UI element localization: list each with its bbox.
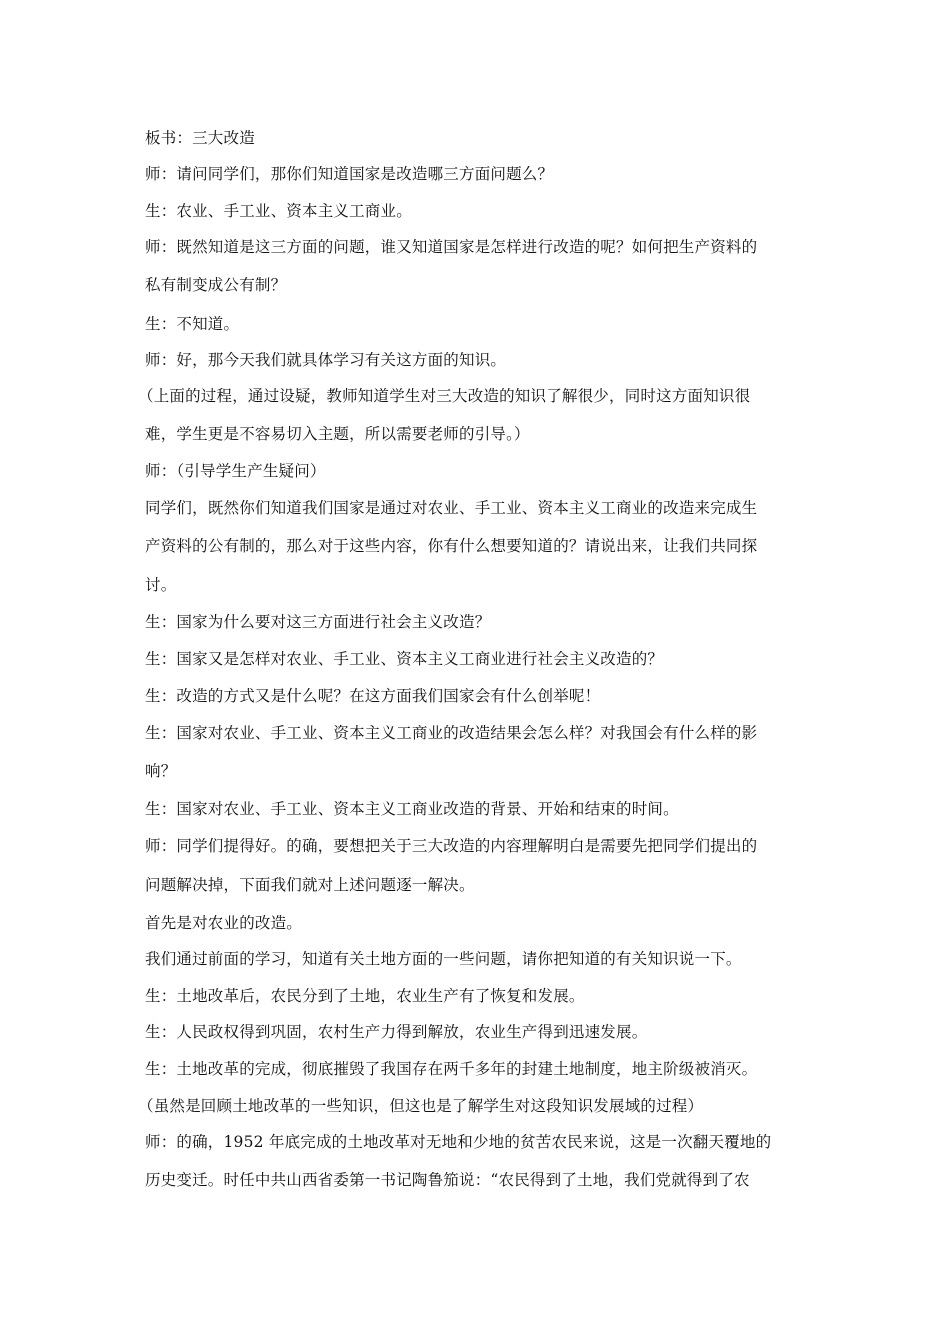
paragraph-line: 首先是对农业的改造。 [145, 914, 303, 932]
paragraph-line: 师：好，那今天我们就具体学习有关这方面的知识。 [145, 351, 507, 369]
paragraph-line: 师：的确，1952 年底完成的土地改革对无地和少地的贫苦农民来说，这是一次翻天覆地的 [145, 1133, 772, 1151]
paragraph-line: 师：（引导学生产生疑问） [145, 462, 326, 480]
paragraph-line: 生：国家对农业、手工业、资本主义工商业改造的背景、开始和结束的时间。 [145, 800, 679, 818]
board-title: 板书：三大改造 [145, 129, 255, 147]
paragraph-line: 生：土地改革后，农民分到了土地，农业生产有了恢复和发展。 [145, 987, 585, 1005]
paragraph-line: 生：国家又是怎样对农业、手工业、资本主义工商业进行社会主义改造的？ [145, 650, 664, 668]
paragraph-line: 生：土地改革的完成，彻底摧毁了我国存在两千多年的封建土地制度，地主阶级被消灭。 [145, 1060, 758, 1078]
paragraph-line: 讨。 [145, 576, 177, 594]
paragraph-line: （虽然是回顾土地改革的一些知识，但这也是了解学生对这段知识发展域的过程） [138, 1097, 704, 1115]
paragraph-line: 生：人民政权得到巩固，农村生产力得到解放，农业生产得到迅速发展。 [145, 1023, 648, 1041]
paragraph-line: 生：不知道。 [145, 315, 240, 333]
paragraph-line: 响？ [145, 762, 177, 780]
paragraph-line: 师：请问同学们，那你们知道国家是改造哪三方面问题么？ [145, 165, 554, 183]
paragraph-line: （上面的过程，通过设疑，教师知道学生对三大改造的知识了解很少，同时这方面知识很 [138, 387, 751, 405]
paragraph-line: 生：国家为什么要对这三方面进行社会主义改造？ [145, 613, 491, 631]
paragraph-line: 师：同学们提得好。的确，要想把关于三大改造的内容理解明白是需要先把同学们提出的 [145, 837, 758, 855]
paragraph-line: 历史变迁。时任中共山西省委第一书记陶鲁笳说：“农民得到了土地，我们党就得到了农 [145, 1171, 750, 1189]
paragraph-line: 同学们，既然你们知道我们国家是通过对农业、手工业、资本主义工商业的改造来完成生 [145, 499, 758, 517]
paragraph-line: 生：改造的方式又是什么呢？在这方面我们国家会有什么创举呢！ [145, 687, 601, 705]
paragraph-line: 生：农业、手工业、资本主义工商业。 [145, 202, 412, 220]
paragraph-line: 私有制变成公有制？ [145, 276, 287, 294]
paragraph-line: 师：既然知道是这三方面的问题，谁又知道国家是怎样进行改造的呢？如何把生产资料的 [145, 238, 758, 256]
paragraph-line: 难，学生更是不容易切入主题，所以需要老师的引导。） [145, 425, 530, 443]
paragraph-line: 生：国家对农业、手工业、资本主义工商业的改造结果会怎么样？对我国会有什么样的影 [145, 724, 758, 742]
paragraph-line: 我们通过前面的学习，知道有关土地方面的一些问题，请你把知道的有关知识说一下。 [145, 950, 742, 968]
paragraph-line: 产资料的公有制的，那么对于这些内容，你有什么想要知道的？请说出来，让我们共同探 [145, 537, 758, 555]
paragraph-line: 问题解决掉，下面我们就对上述问题逐一解决。 [145, 876, 475, 894]
